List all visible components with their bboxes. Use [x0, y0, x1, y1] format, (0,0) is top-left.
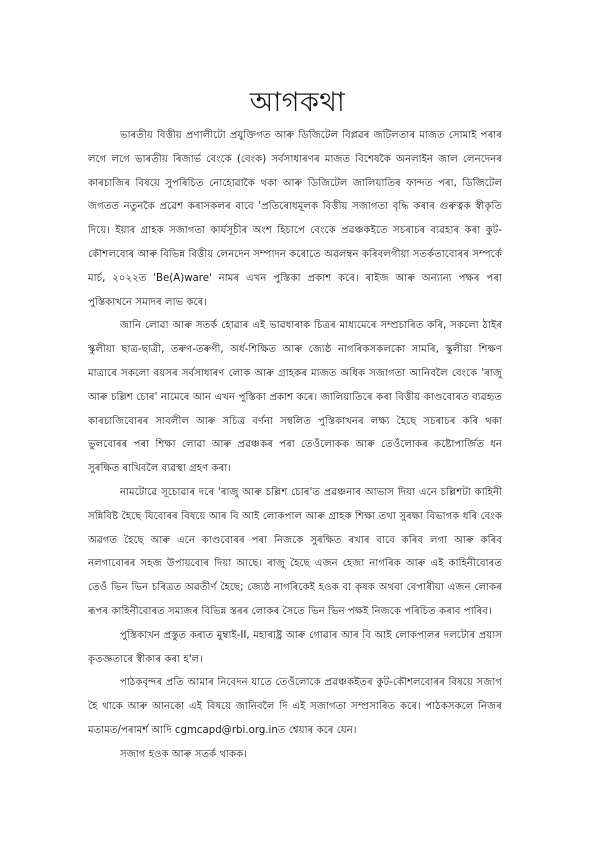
paragraph-acknowledgement: পুস্তিকাখন প্ৰস্তুত কৰাত মুম্বাই-II, মহাৰাষ্ট্ৰ আৰু গোৱাৰ আৰ বি আই লোকপালৰ দলটোৰ প্ৰয়াস কৃতজ্ঞতাৰে স্বীকাৰ কৰা হ'ল।	[88, 629, 502, 665]
page-title: আগকথা	[249, 87, 346, 119]
paragraph-closing: সজাগ হওক আৰু সতৰ্ক থাকক।	[120, 748, 247, 760]
paragraph-appeal: পাঠকবৃন্দৰ প্ৰতি আমাৰ নিবেদন যাতে তেওঁলোকে প্ৰৱঞ্চকইতৰ কুট-কৌশলবোৰৰ বিষয়ে সজাগ হৈ থাকে আৰু আনকো এই বিষয়ে জানিবলৈ দি এই সজাগতা সম্প্ৰসাৰিত কৰে। পাঠকসকলে নিজৰ মতামত/পৰামৰ্শ আদি cgmcapd@rbi.org.inত শ্বেয়াৰ কৰে যেন।	[88, 677, 502, 736]
paragraph-awareness: জানি লোৱা আৰু সতৰ্ক হোৱাৰ এই ভাৱধাৰাক চিত্ৰৰ মাধ্যমেৰে সম্প্ৰচাৰিত কৰি, সকলো ঠাইৰ স্কুলীয়া ছাত্ৰ-ছাত্ৰী, তৰুণ-তৰুণী, অৰ্ধ-শিক্ষিত আৰু জ্যেষ্ঠ নাগৰিকসকলকো সামৰি, স্কুলীয়া শিক্ষণ মাত্ৰাৰে সকলো বয়সৰ সৰ্বসাধাৰণ লোক আৰু গ্ৰাহকৰ মাজত অধিক সজাগতা আনিবলৈ বেংকে 'ৰাজু আৰু চল্লিশ চোৰ' নামেৰে আন এখন পুস্তিকা প্ৰকাশ কৰে। জালিয়াতিৰে কৰা বিত্তীয় কাণ্ডবোৰত ব্যৱহৃত কাৰচাজিবোৰৰ সাবলীল আৰু সচিত্ৰ বৰ্ণনা সম্বলিত পুস্তিকাখনৰ লক্ষ্য হৈছে সচৰাচৰ কৰি থকা ভুলবোৰৰ পৰা শিক্ষা লোৱা আৰু প্ৰৱঞ্চকৰ পৰা তেওঁলোকক আৰু তেওঁলোকৰ কষ্টোপাৰ্জিত ধন সুৰক্ষিত ৰাখিবলৈ ব্যৱস্থা গ্ৰহণ কৰা।	[88, 320, 502, 475]
paragraph-intro: ভাৰতীয় বিত্তীয় প্ৰণালীটো প্ৰযুক্তিগত আৰু ডিজিটেল বিপ্লৱৰ জটিলতাৰ মাজত সোমাই পৰাৰ লগে লগে ভাৰতীয় ৰিজাৰ্ভ বেংকে (বেংক) সৰ্বসাধাৰণৰ মাজত বিশেষকৈ অনলাইন জাল লেনদেনৰ কাৰচাজিৰ বিষয়ে সুপৰিচিত নোহোৱাকৈ থকা আৰু ডিজিটেল জালিয়াতিৰ ফান্দত পৰা, ডিজিটেল জগতত নতুনকৈ প্ৰৱেশ কৰাসকলৰ বাবে 'প্ৰতিৰোধমূলক বিত্তীয় সজাগতা বৃদ্ধি কৰাৰ গুৰুত্বক স্বীকৃতি দিয়ে। ইয়াৰ গ্ৰাহক সজাগতা কাৰ্যসূচীৰ অংশ হিচাপে বেংকে প্ৰৱঞ্চকইতে সচৰাচৰ ব্যৱহাৰ কৰা কুট-কৌশলবোৰ আৰু বিভিন্ন বিত্তীয় লেনদেন সম্পাদন কৰোতে অৱলম্বন কৰিবলগীয়া সতৰ্কতাবোৰৰ সম্পৰ্কে মাৰ্চ, ২০২২ত 'Be(A)ware' নামৰ এখন পুস্তিকা প্ৰকাশ কৰে। ৰাইজ আৰু অন্যান্য পক্ষৰ পৰা পুস্তিকাখনে সমাদৰ লাভ কৰে।	[88, 130, 502, 308]
document-body	[88, 124, 502, 767]
paragraph-stories: নামটোৱে সূচোৱাৰ দৰে 'ৰাজু আৰু চল্লিশ চোৰ'ত প্ৰৱঞ্চনাৰ আভাস দিয়া এনে চল্লিশটা কাহিনী সন্নিবিষ্ট হৈছে যিবোৰৰ বিষয়ে আৰ বি আই লোকপাল আৰু গ্ৰাহক শিক্ষা তথা সুৰক্ষা বিভাগক ধৰি বেংক অৱগত হৈছে আৰু এনে কাণ্ডবোৰৰ পৰা নিজকে সুৰক্ষিত ৰখাৰ বাবে কৰিব লগা আৰু কৰিব নলগাবোৰৰ সহজ উপায়বোৰ দিয়া আছে। ৰাজু হৈছে এজন হেজা নাগৰিক আৰু এই কাহিনীবোৰত তেওঁ ভিন ভিন চৰিত্ৰত অৱতীৰ্ণ হৈছে; জ্যেষ্ঠ নাগৰিকেই হওক বা কৃষক অথবা বেপাৰীয়া এজন লোকৰ ৰূপৰ কাহিনীবোৰত সমাজৰ বিভিন্ন স্তৰৰ লোকৰ সৈতে ভিন ভিন পক্ষই নিজকে পৰিচিত কৰাব পাৰিব।	[88, 486, 502, 617]
